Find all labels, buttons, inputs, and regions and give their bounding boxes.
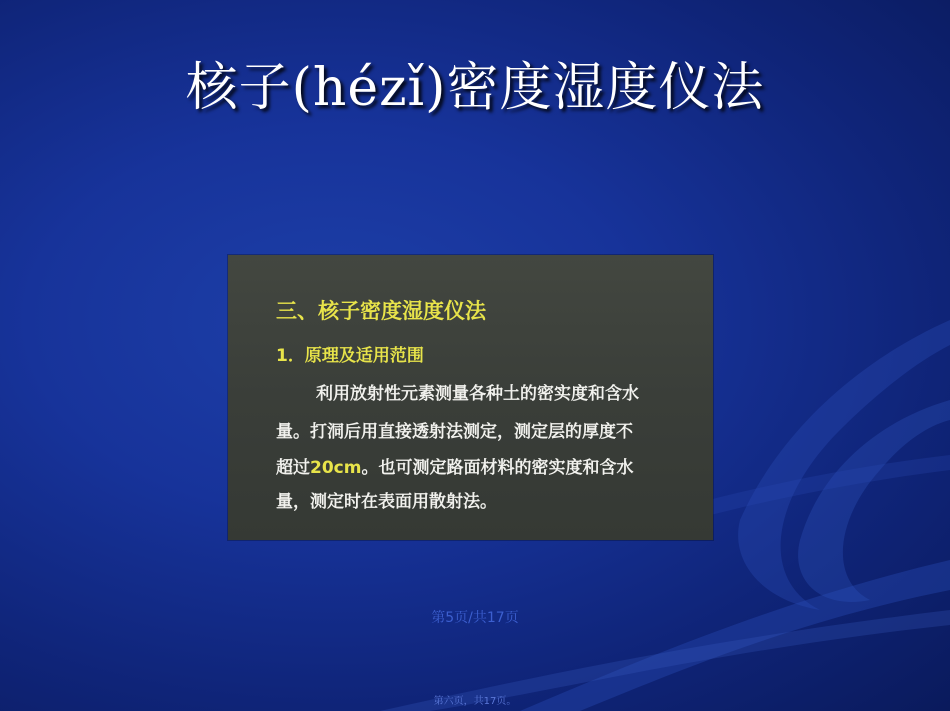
photo-text-segment: 。也可测定路面材料的密实度和含水 [361, 458, 634, 478]
photo-highlight-value: 20cm [310, 458, 362, 478]
photo-subheading: 1．原理及适用范围 [276, 346, 424, 366]
photo-text-line [276, 453, 633, 478]
photo-text-line: 量，测定时在表面用散射法。 [276, 492, 497, 512]
page-number: 第5页/共17页 [431, 610, 519, 626]
photo-text-line: 量。打洞后用直接透射法测定，测定层的厚度不 [276, 422, 633, 442]
footer-note: 第六页，共17页。 [433, 696, 517, 707]
slide-title: 核子(hézǐ)密度湿度仪法 [185, 58, 765, 118]
content-photo [228, 255, 713, 540]
photo-text-segment: 超过 [276, 458, 310, 478]
photo-heading: 三、核子密度湿度仪法 [276, 299, 486, 323]
photo-text-line: 利用放射性元素测量各种土的密实度和含水 [316, 384, 639, 404]
